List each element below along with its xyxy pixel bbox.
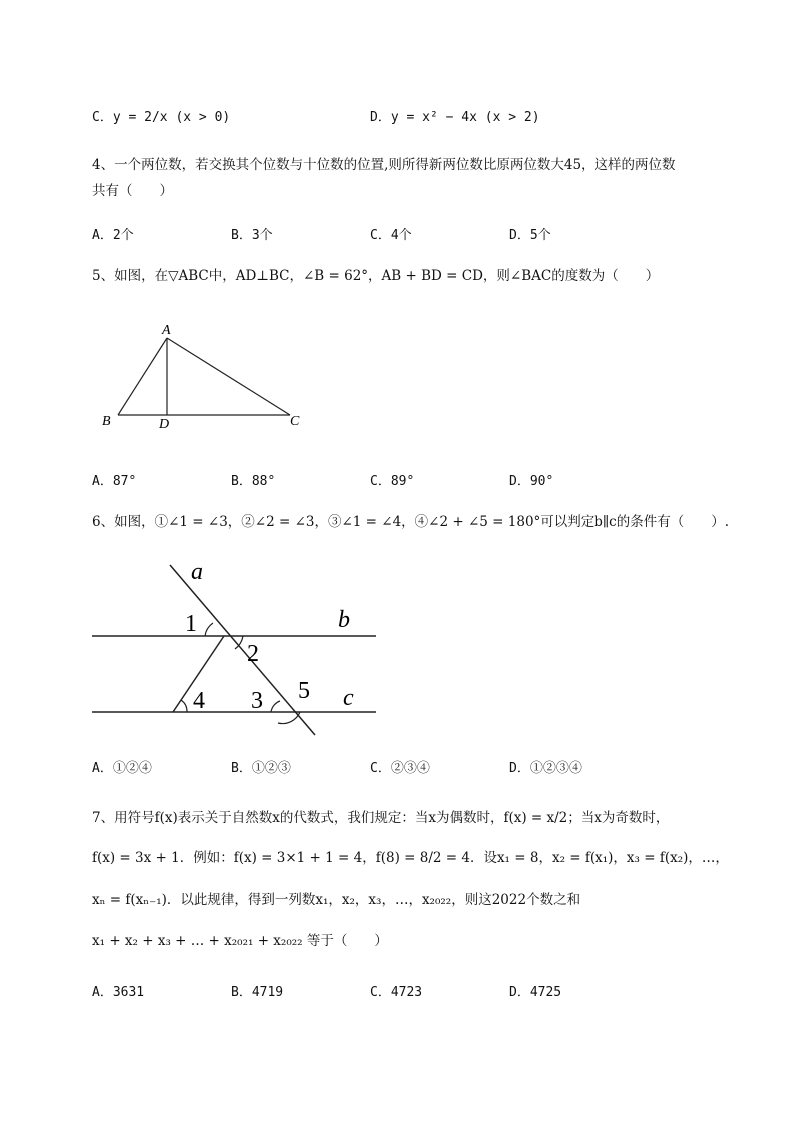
- q7-stem-line1: 7、用符号f(x)表示关于自然数x的代数式，我们规定：当x为偶数时，f(x) = x/2；当x为奇数时，: [92, 810, 670, 826]
- q4-option-c: C．4个: [370, 228, 412, 243]
- q7-option-c: C．4723: [370, 985, 423, 1000]
- q5-option-d: D．90°: [509, 474, 554, 489]
- q6-parallel-lines-figure: [85, 555, 385, 745]
- label-angle-4: 4: [193, 688, 205, 714]
- q7-option-d: D．4725: [509, 985, 562, 1000]
- angle-4-arc: [181, 700, 187, 712]
- q7-option-a: A．3631: [92, 985, 145, 1000]
- segment-ab: [118, 338, 167, 415]
- label-angle-3: 3: [251, 688, 263, 714]
- q6-option-d: D．①②③④: [509, 761, 582, 776]
- segment-ac: [167, 338, 290, 415]
- q7-stem-line2: f(x) = 3x + 1．例如：f(x) = 3×1 + 1 = 4，f(8) = 8/2 = 4．设x₁ = 8，x₂ = f(x₁)，x₃ = f(x₂)，…，: [92, 850, 729, 866]
- angle-1-arc: [205, 623, 213, 636]
- label-angle-2: 2: [247, 641, 259, 667]
- label-a: A: [162, 323, 171, 338]
- label-angle-5: 5: [298, 678, 310, 704]
- q5-option-b: B．88°: [231, 474, 276, 489]
- line-a: [170, 565, 315, 735]
- q6-stem: 6、如图，①∠1 = ∠3，②∠2 = ∠3，③∠1 = ∠4，④∠2 + ∠5 = 180°可以判定b∥c的条件有（ ）.: [92, 514, 730, 530]
- q3-option-d: D．y = x² − 4x (x > 2): [370, 110, 540, 125]
- q7-stem-line3: xₙ = f(xₙ₋₁)．以此规律，得到一列数x₁，x₂，x₃，…，x₂₀₂₂，则这2022个数之和: [92, 892, 581, 908]
- label-line-a: a: [191, 559, 203, 585]
- q4-option-a: A．2个: [92, 228, 134, 243]
- label-b: B: [102, 414, 111, 429]
- q4-option-d: D．5个: [509, 228, 551, 243]
- q4-stem-line1: 4、一个两位数，若交换其个位数与十位数的位置,则所得新两位数比原两位数大45，这样的两位数: [92, 157, 676, 173]
- angle-3-arc: [271, 701, 280, 712]
- q6-option-b: B．①②③: [231, 761, 291, 776]
- q6-option-c: C．②③④: [370, 761, 430, 776]
- q5-option-a: A．87°: [92, 474, 137, 489]
- label-c: C: [290, 414, 300, 429]
- q7-stem-line4: x₁ + x₂ + x₃ + … + x₂₀₂₁ + x₂₀₂₂ 等于（ ）: [92, 933, 388, 949]
- q5-stem: 5、如图，在▽ABC中，AD⊥BC，∠B = 62°，AB + BD = CD，则∠BAC的度数为（ ）: [92, 268, 660, 284]
- q5-triangle-figure: [95, 315, 315, 435]
- label-d: D: [159, 417, 170, 432]
- q3-option-c: C．y = 2/x (x > 0): [92, 110, 231, 125]
- q6-option-a: A．①②④: [92, 761, 152, 776]
- q4-stem-line2: 共有（ ）: [92, 183, 173, 199]
- label-angle-1: 1: [185, 611, 197, 637]
- q7-option-b: B．4719: [231, 985, 284, 1000]
- label-line-c: c: [343, 685, 354, 711]
- q4-option-b: B．3个: [231, 228, 273, 243]
- label-line-b: b: [338, 607, 350, 633]
- q5-option-c: C．89°: [370, 474, 415, 489]
